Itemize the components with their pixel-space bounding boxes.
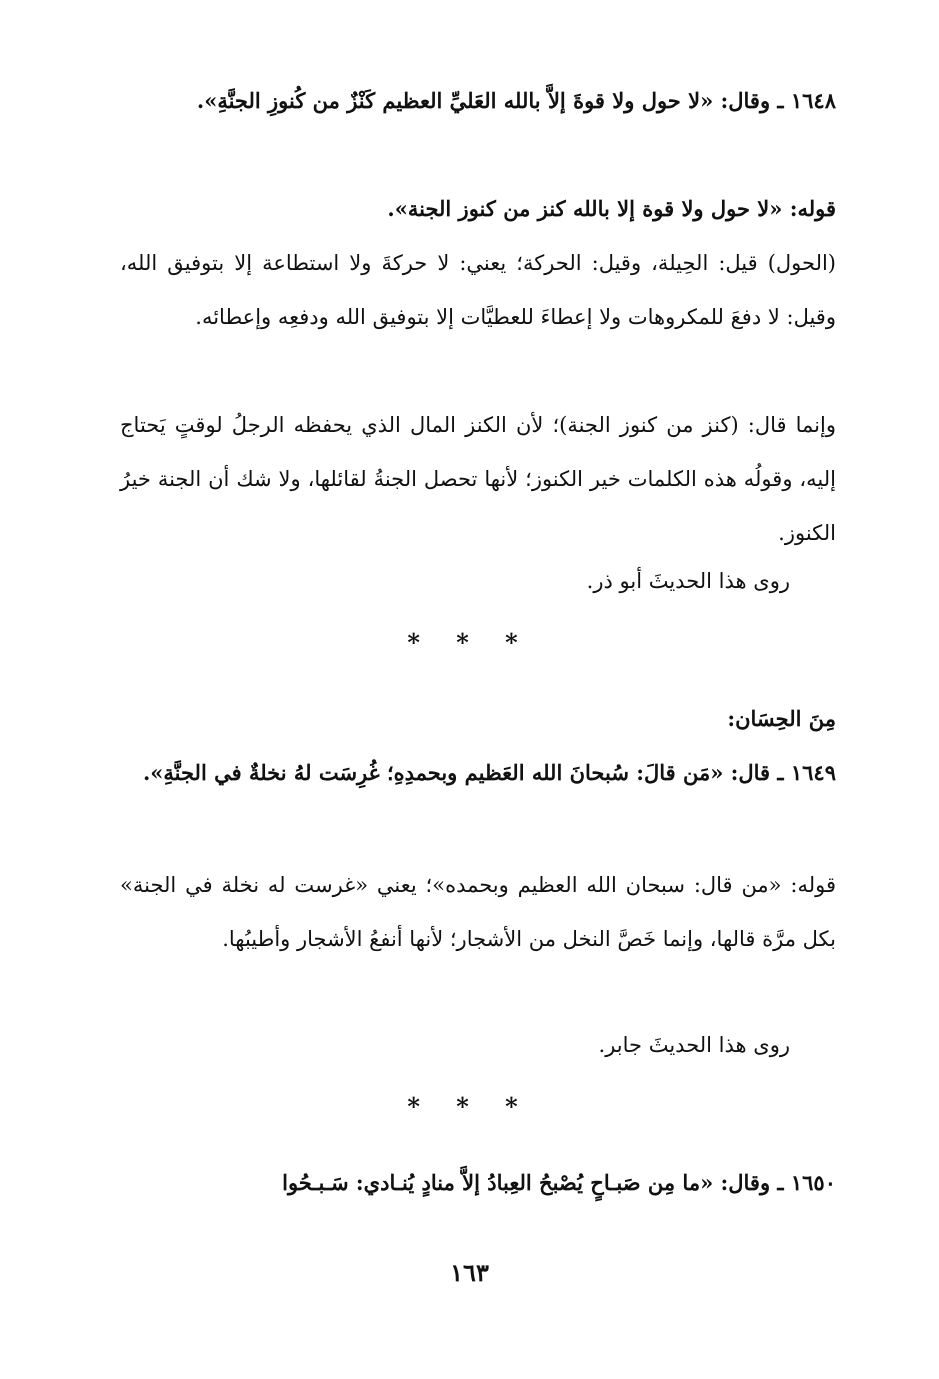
commentary-1649-paragraph: قوله: «من قال: سبحان الله العظيم وبحمده»؛ يعني «غرست له نخلة في الجنة» بكل مرَّة قالها، وإنما خَصَّ النخل من الأشجار؛ لأنها أنفعُ الأشجار وأطيبُها. (120, 873, 836, 951)
section-separator: * * * (407, 628, 532, 657)
hadith-1650: ١٦٥٠ ـ وقال: «ما مِن صَبـاحٍ يُصْبحُ العِبادُ إلاَّ منادٍ يُنـادي: سَـبـحُوا (282, 1170, 836, 1195)
section-heading: مِنَ الحِسَان: (727, 706, 836, 731)
commentary-1648-paragraph-2: وإنما قال: (كنز من كنوز الجنة)؛ لأن الكنز المال الذي يحفظه الرجلُ لوقتٍ يَحتاج إليه، وقولُه هذه الكلمات خير الكنوز؛ لأنها تحصل الجنةُ لقائلها، ولا شك أن الجنة خيرُ الكنوز. (120, 413, 836, 545)
narrator-note-1648: روى هذا الحديثَ أبو ذر. (586, 569, 790, 593)
commentary-1648-paragraph-1: (الحول) قيل: الحِيلة، وقيل: الحركة؛ يعني: لا حركةَ ولا استطاعة إلا بتوفيق الله، وقيل: لا دفعَ للمكروهات ولا إعطاءَ للعطيَّات إلا بتوفيق الله ودفعِه وإعطائه. (120, 251, 836, 329)
narrator-note-1649: روى هذا الحديثَ جابر. (598, 1033, 790, 1057)
hadith-1648: ١٦٤٨ ـ وقال: «لا حول ولا قوةَ إلاَّ بالله العَليِّ العظيم كَنْزٌ من كُنوزِ الجنَّةِ». (196, 88, 836, 113)
hadith-1649: ١٦٤٩ ـ قال: «مَن قالَ: سُبحانَ الله العَظيم وبحمدِهِ؛ غُرِسَت لهُ نخلةٌ في الجنَّةِ». (142, 760, 836, 785)
page-number: ١٦٣ (450, 1258, 489, 1287)
section-separator: * * * (407, 1092, 532, 1121)
commentary-1648-quote: قوله: «لا حول ولا قوة إلا بالله كنز من كنوز الجنة». (387, 196, 836, 221)
